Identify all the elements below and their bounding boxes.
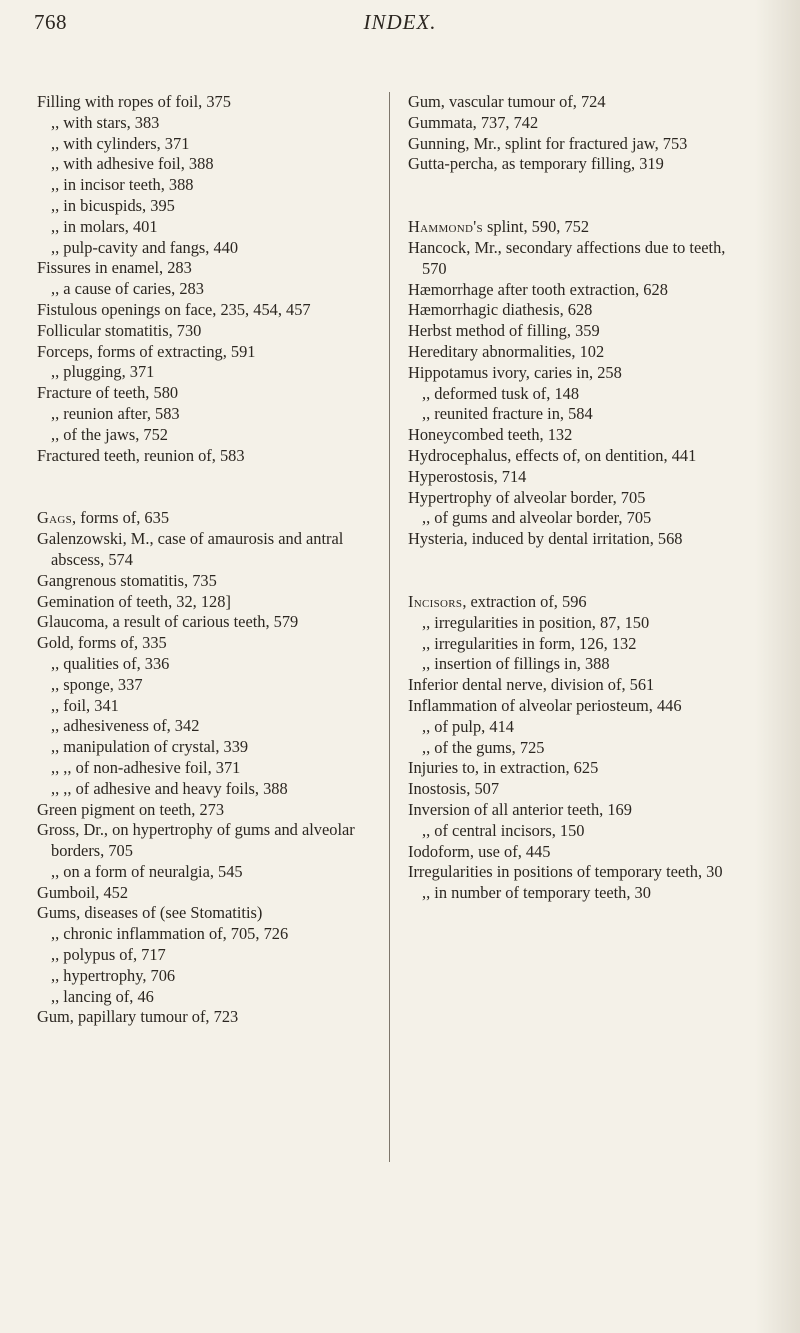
index-entry: ,, deformed tusk of, 148: [422, 383, 580, 403]
index-entry: Irregularities in positions of temporary teeth, 30: [408, 862, 723, 882]
index-entry: ,, in bicuspids, 395: [51, 195, 175, 215]
index-entry: Glaucoma, a result of carious teeth, 579: [37, 612, 299, 632]
index-entry: ,, insertion of fillings in, 388: [422, 654, 610, 674]
index-entry: ,, of gums and alveolar border, 705: [422, 508, 652, 528]
index-entry: ,, foil, 341: [51, 695, 119, 715]
index-entry: Fissures in enamel, 283: [37, 258, 192, 278]
index-entry: Inversion of all anterior teeth, 169: [408, 799, 632, 819]
index-entry: ,, hypertrophy, 706: [51, 965, 176, 985]
index-entry: ,, in incisor teeth, 388: [51, 175, 194, 195]
index-entry: Galenzowski, M., case of amaurosis and antral abscess, 574: [37, 529, 344, 569]
index-entry: ,, polypus of, 717: [51, 945, 166, 965]
index-entry: ,, with adhesive foil, 388: [51, 154, 214, 174]
index-entry: ,, manipulation of crystal, 339: [51, 737, 249, 757]
index-entry: ,, pulp-cavity and fangs, 440: [51, 237, 239, 257]
index-entry: ,, with cylinders, 371: [51, 133, 190, 153]
index-entry: Gross, Dr., on hypertrophy of gums and alveolar borders, 705: [37, 820, 355, 861]
index-entry: ,, ,, of non-adhesive foil, 371: [51, 757, 241, 777]
index-entry: ,, irregularities in form, 126, 132: [422, 633, 637, 653]
section-gap: [408, 175, 753, 217]
index-entry: Gum, vascular tumour of, 724: [408, 92, 606, 111]
index-entry: Gold, forms of, 335: [37, 633, 167, 653]
index-entry: Gum, papillary tumour of, 723: [37, 1007, 239, 1027]
index-entry: Hæmorrhagic diathesis, 628: [408, 300, 593, 320]
column-divider: [389, 92, 390, 1162]
section-initial-word: Gags: [37, 508, 73, 528]
index-entry: Hereditary abnormalities, 102: [408, 341, 605, 361]
index-entry: Filling with ropes of foil, 375: [37, 92, 231, 111]
index-entry: ,, plugging, 371: [51, 362, 155, 382]
index-entry: ,, on a form of neuralgia, 545: [51, 861, 243, 881]
index-entry: ,, chronic inflammation of, 705, 726: [51, 924, 289, 944]
index-entry: ,, ,, of adhesive and heavy foils, 388: [51, 778, 288, 798]
index-entry: Honeycombed teeth, 132: [408, 425, 573, 445]
index-entry: Hydrocephalus, effects of, on dentition, 441: [408, 445, 697, 465]
index-entry: ,, of the jaws, 752: [51, 424, 168, 444]
section-initial-word: Incisors: [408, 591, 463, 611]
index-entry: Hypertrophy of alveolar border, 705: [408, 487, 646, 507]
index-entry: Inferior dental nerve, division of, 561: [408, 675, 655, 695]
index-entry: Follicular stomatitis, 730: [37, 320, 202, 340]
index-entry: ,, lancing of, 46: [51, 986, 154, 1006]
page-edge-shadow: [755, 0, 800, 1333]
index-entry: Incisors, extraction of, 596: [408, 591, 587, 611]
index-entry: Gemination of teeth, 32, 128]: [37, 591, 231, 611]
index-entry: ,, of the gums, 725: [422, 737, 545, 757]
index-entry: ,, sponge, 337: [51, 674, 143, 694]
index-entry: ,, in number of temporary teeth, 30: [422, 883, 651, 903]
index-entry: ,, a cause of caries, 283: [51, 279, 204, 299]
index-entry: ,, with stars, 383: [51, 112, 160, 132]
index-entry: Inflammation of alveolar periosteum, 446: [408, 695, 682, 715]
index-entry: Fistulous openings on face, 235, 454, 457: [37, 299, 311, 319]
index-column-left: [37, 92, 377, 1028]
index-entry: Gangrenous stomatitis, 735: [37, 570, 217, 590]
index-entry: Inostosis, 507: [408, 779, 500, 799]
index-entry: Hæmorrhage after tooth extraction, 628: [408, 279, 668, 299]
index-entry: Hammond's splint, 590, 752: [408, 217, 590, 237]
index-entry: Green pigment on teeth, 273: [37, 799, 225, 819]
index-entry: Fractured teeth, reunion of, 583: [37, 445, 245, 465]
index-entry: ,, in molars, 401: [51, 216, 158, 236]
section-gap: [37, 466, 377, 508]
index-entry: ,, of central incisors, 150: [422, 820, 585, 840]
index-entry: ,, irregularities in position, 87, 150: [422, 612, 650, 632]
section-gap: [408, 550, 753, 592]
index-entry: Iodoform, use of, 445: [408, 841, 551, 861]
index-entry: ,, of pulp, 414: [422, 716, 514, 736]
index-entry: Hysteria, induced by dental irritation, 568: [408, 529, 683, 549]
index-entry: ,, qualities of, 336: [51, 653, 170, 673]
page-header: [0, 10, 800, 46]
index-entry: Gums, diseases of (see Stomatitis): [37, 903, 263, 923]
index-entry: Hyperostosis, 714: [408, 466, 527, 486]
index-entry: Injuries to, in extraction, 625: [408, 758, 599, 778]
index-entry: Fracture of teeth, 580: [37, 383, 179, 403]
section-initial-word: Hammond's: [408, 217, 483, 237]
index-entry: Gags, forms of, 635: [37, 508, 170, 528]
index-entry: Forceps, forms of extracting, 591: [37, 341, 256, 361]
index-entry: ,, reunion after, 583: [51, 403, 180, 423]
index-entry: ,, reunited fracture in, 584: [422, 404, 593, 424]
index-entry: Hippotamus ivory, caries in, 258: [408, 362, 622, 382]
index-entry: Gummata, 737, 742: [408, 112, 539, 132]
index-column-right: [408, 92, 753, 904]
index-entry: Hancock, Mr., secondary affections due to teeth, 570: [408, 237, 726, 278]
index-entry: Herbst method of filling, 359: [408, 321, 600, 341]
index-entry: ,, adhesiveness of, 342: [51, 716, 200, 736]
index-entry: Gunning, Mr., splint for fractured jaw, 753: [408, 133, 688, 153]
page-number: 768: [34, 10, 67, 34]
running-head: INDEX.: [363, 10, 437, 34]
index-entry: Gumboil, 452: [37, 882, 129, 902]
index-entry: Gutta-percha, as temporary filling, 319: [408, 154, 664, 174]
